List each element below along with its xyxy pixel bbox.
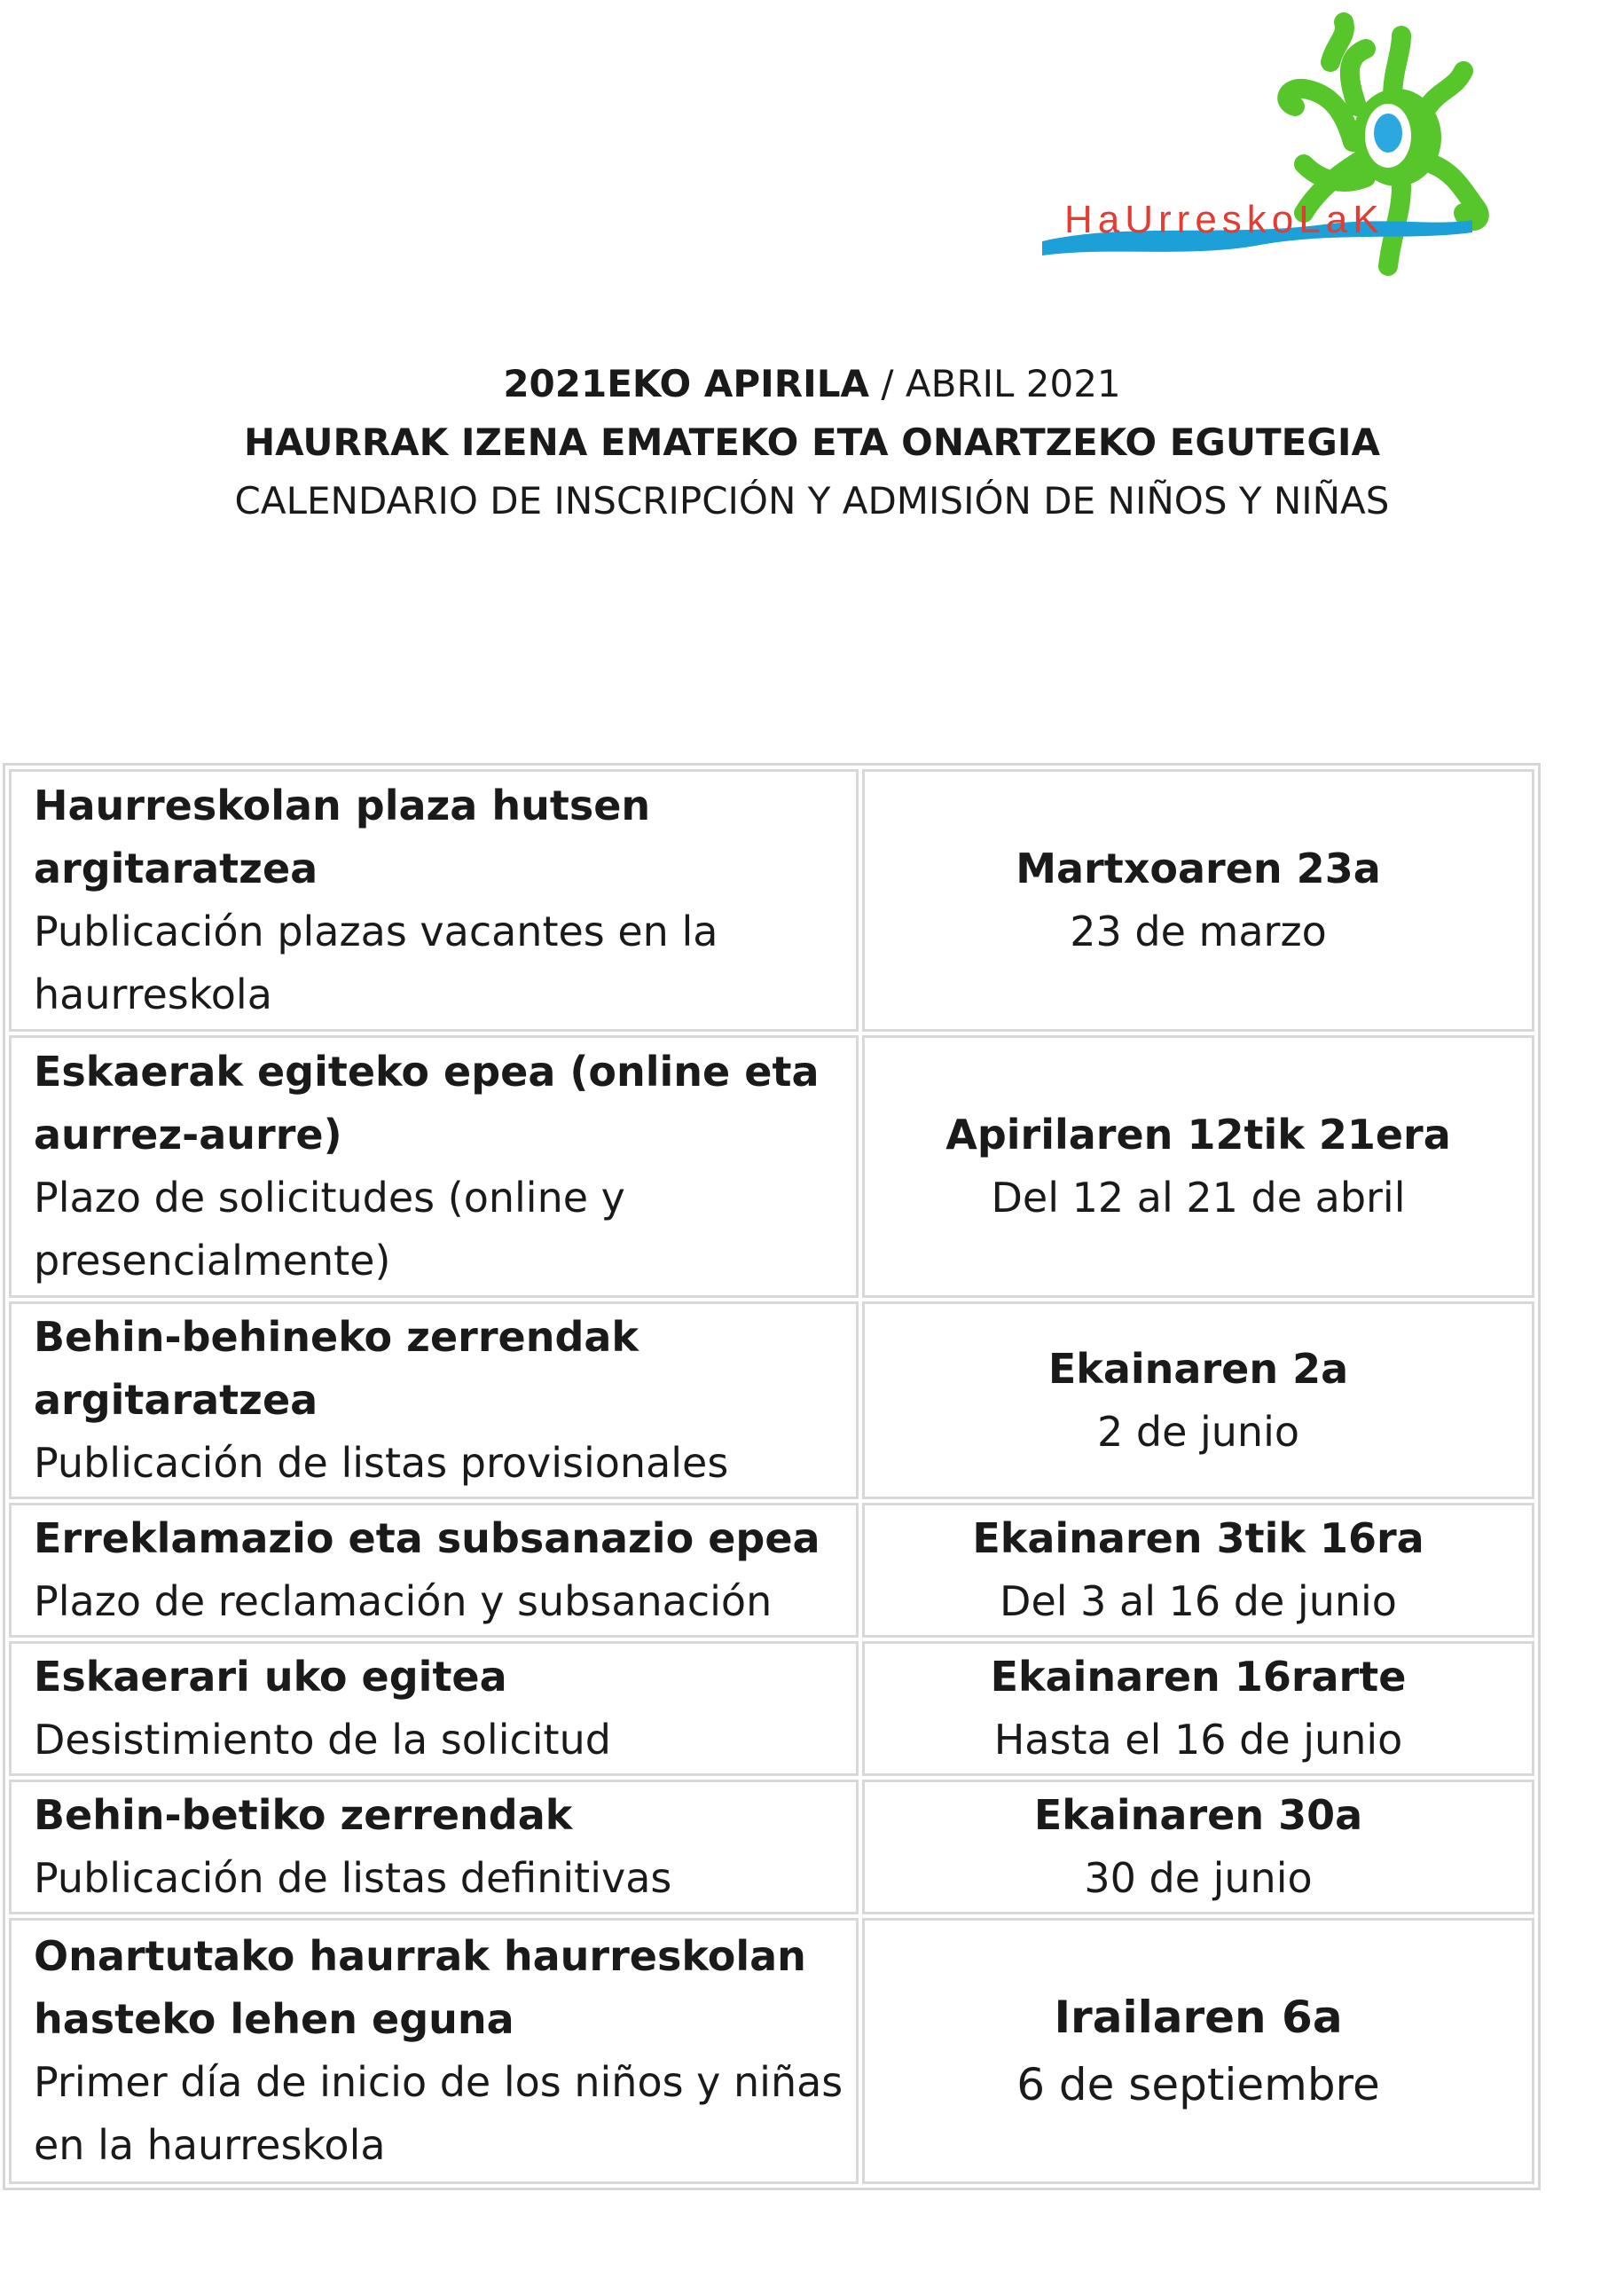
event-date-es: Hasta el 16 de junio [993,1716,1403,1764]
event-date-es: 6 de septiembre [1016,2059,1380,2110]
table-row [9,1641,1534,1776]
logo-text: HaUrreskoLaK [1064,198,1385,241]
event-title-eu: Behin-betiko zerrendak [34,1791,573,1839]
event-date [862,1641,1534,1776]
event-title-es: Publicación de listas definitivas [34,1854,672,1902]
event-date-eu: Ekainaren 16rarte [990,1653,1407,1701]
event-date [862,1035,1534,1298]
event-date-eu: Ekainaren 3tik 16ra [972,1514,1424,1562]
header-title-eu: HAURRAK IZENA EMATEKO ETA ONARTZEKO EGUTEGIA [244,420,1380,464]
event-date-es: Del 12 al 21 de abril [991,1174,1406,1222]
page-header [0,355,1624,530]
event-date-es: 30 de junio [1084,1854,1313,1902]
header-line-1 [0,355,1624,413]
event-title-es: Desistimiento de la solicitud [34,1716,611,1764]
event-description [9,1918,859,2184]
event-date [862,769,1534,1032]
event-title-es: Primer día de inicio de los niños y niñas en la haurreskola [34,2058,843,2169]
table-row [9,769,1534,1032]
event-date-es: 23 de marzo [1070,908,1327,955]
event-title-eu: Erreklamazio eta subsanazio epea [34,1514,820,1562]
header-year-eu: 2021EKO APIRILA [503,362,870,405]
event-date-es: Del 3 al 16 de junio [1000,1577,1397,1625]
event-description [9,1301,859,1499]
event-description [9,769,859,1032]
event-description [9,1641,859,1776]
event-title-es: Plazo de solicitudes (online y presencialmente) [34,1174,625,1285]
event-title-es: Publicación plazas vacantes en la haurreskola [34,908,718,1018]
schedule-table [3,763,1541,2190]
header-year-es: ABRIL 2021 [905,362,1121,405]
event-date-eu: Martxoaren 23a [1016,845,1381,892]
event-title-eu: Eskaerari uko egitea [34,1653,507,1701]
event-title-eu: Behin-behineko zerrendak argitaratzea [34,1313,639,1424]
table-row [9,1503,1534,1638]
event-title-eu: Eskaerak egiteko epea (online eta aurrez-aurre) [34,1048,820,1159]
table-row [9,1301,1534,1499]
header-title-es: CALENDARIO DE INSCRIPCIÓN Y ADMISIÓN DE NIÑOS Y NIÑAS [234,479,1390,523]
event-date-eu: Ekainaren 30a [1033,1791,1363,1839]
event-date [862,1301,1534,1499]
header-separator: / [869,362,906,405]
event-title-eu: Haurreskolan plaza hutsen argitaratzea [34,782,651,892]
event-title-eu: Onartutako haurrak haurreskolan hasteko lehen eguna [34,1932,806,2043]
event-date-es: 2 de junio [1096,1407,1300,1456]
event-date [862,1503,1534,1638]
table-row [9,1918,1534,2184]
table-row [9,1035,1534,1298]
haurreskolak-logo [1038,9,1499,284]
event-description [9,1035,859,1298]
table-row [9,1780,1534,1914]
event-date-eu: Ekainaren 2a [1047,1344,1349,1393]
event-date-eu: Irailaren 6a [1054,1992,1343,2043]
event-date-eu: Apirilaren 12tik 21era [945,1111,1451,1159]
event-description [9,1780,859,1914]
event-date [862,1918,1534,2184]
event-date [862,1780,1534,1914]
event-title-es: Publicación de listas provisionales [34,1439,729,1487]
event-description [9,1503,859,1638]
event-title-es: Plazo de reclamación y subsanación [34,1577,773,1625]
